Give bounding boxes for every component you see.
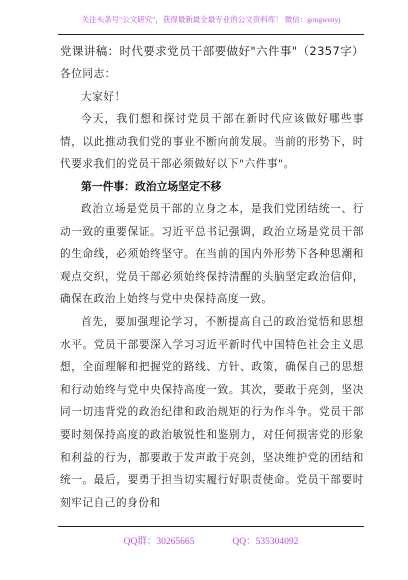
document-body xyxy=(60,41,364,514)
header-promo-text: 关注头条号"公文研究"，获得最新最全最专业的公文资料库！ 微信：gongwenyj xyxy=(81,14,341,24)
qq-label: QQ：535304092 xyxy=(232,537,299,547)
salutation: 各位同志： xyxy=(60,68,116,80)
section-paragraph: 首先，要加强理论学习，不断提高自己的政治觉悟和思想水平。党员干部要深入学习习近平新时代中国特色社会主义思想，全面理解和把握党的路线、方针、政策，确保自己的思想和行动始终与党中央保持高度一致。其次，要敢于亮剑，坚决同一切违背党的政治纪律和政治规矩的行为作斗争。党员干部要时刻保持高度的政治敏锐性和鉴别力，对任何损害党的形象和利益的行为，都要敢于发声敢于亮剑，坚决维护党的团结和统一。最后，要勇于担当切实履行好职责使命。党员干部要时刻牢记自己的身份和 xyxy=(60,315,364,509)
document-title: 党课讲稿：时代要求党员干部要做好"六件事"（2357字） xyxy=(60,44,365,58)
intro-paragraph: 今天，我们想和探讨党员干部在新时代应该做好哪些事情，以此推动我们党的事业不断向前发展。当前的形势下，时代要求我们的党员干部必须做好以下"六件事"。 xyxy=(60,113,364,171)
footer-contact xyxy=(58,526,364,553)
header-promo xyxy=(58,4,364,35)
section-heading: 第一件事：政治立场坚定不移 xyxy=(81,179,222,193)
section-paragraph: 政治立场是党员干部的立身之本，是我们党团结统一、行动一致的重要保证。习近平总书记强调，政治立场是党员干部的生命线，必须始终坚守。在当前的国内外形势下各种思潮和观点交织，党员干部必须始终保持清醒的头脑坚定政治信仰，确保在政治上始终与党中央保持高度一致。 xyxy=(60,202,364,306)
qq-group-label: QQ群：30265665 xyxy=(123,537,195,547)
greeting: 大家好！ xyxy=(81,90,126,103)
